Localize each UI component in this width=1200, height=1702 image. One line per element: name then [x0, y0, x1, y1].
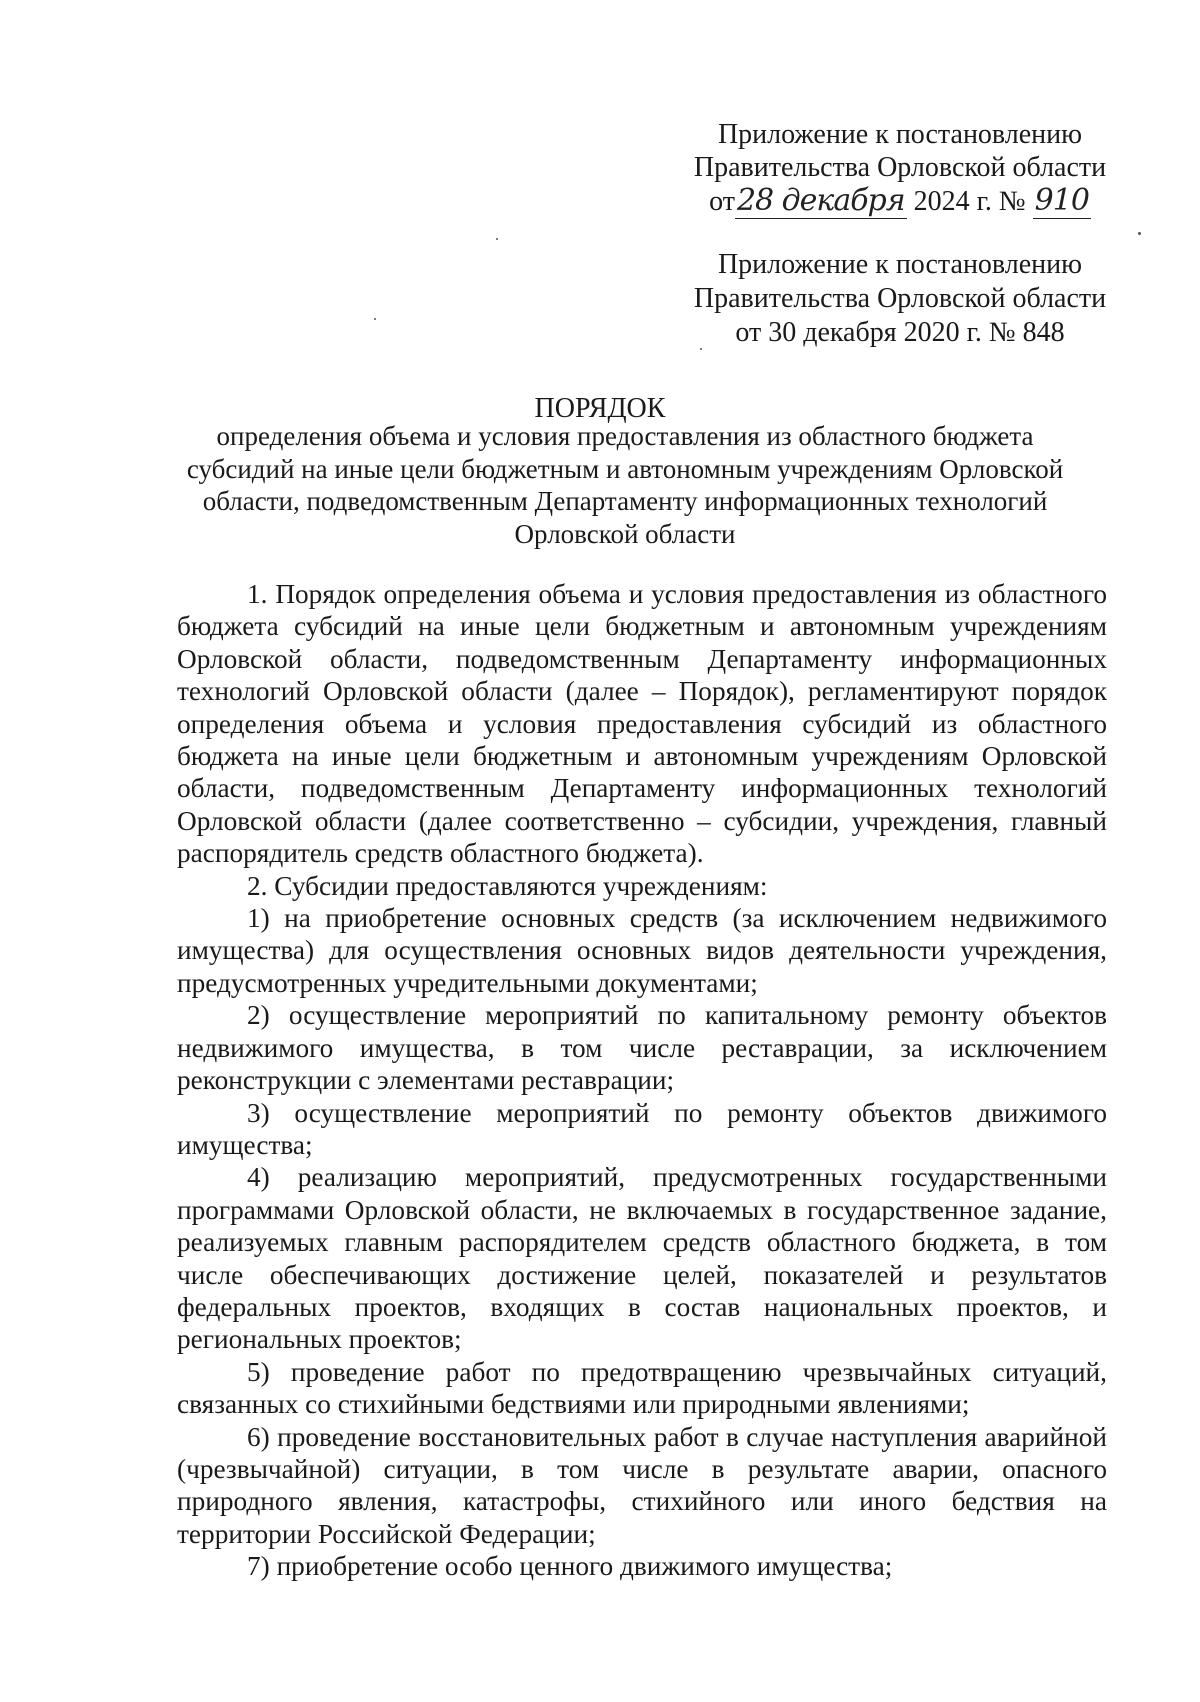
- scan-speck: [496, 238, 498, 240]
- scan-speck: [1138, 232, 1141, 235]
- list-item-7: 7) приобретение особо ценного движимого имущества;: [247, 1551, 893, 1582]
- list-item-6: 6) проведение восстановительных работ в случае наступления аварийной (чрезвычайной) ситуации, в том числе в результате аварии, опасного природного явления, катастрофы, стихийного или иного бедствия на территории Российской Федерации;: [177, 1421, 1107, 1549]
- year-text: 2024 г. №: [913, 186, 1026, 217]
- document-title: ПОРЯДОК: [534, 393, 666, 424]
- list-item-3: 3) осуществление мероприятий по ремонту объектов движимого имущества;: [177, 1097, 1107, 1160]
- appendix-current-line1: Приложение к постановлению: [717, 119, 1083, 150]
- appendix-original-line2: Правительства Орловской области: [693, 283, 1107, 314]
- appendix-original-line1: Приложение к постановлению: [717, 249, 1083, 280]
- list-item-5: 5) проведение работ по предотвращению чрезвычайных ситуаций, связанных со стихийными бедствиями или природными явлениями;: [177, 1356, 1107, 1420]
- handwritten-date: 28 декабря: [736, 183, 905, 218]
- list-item-2: 2) осуществление мероприятий по капитальному ремонту объектов недвижимого имущества, в том числе реставрации, за исключением реконструкции с элементами реставрации;: [177, 1000, 1107, 1096]
- scan-speck: [374, 318, 376, 320]
- paragraph-2: 2. Субсидии предоставляются учреждениям:: [247, 870, 768, 901]
- appendix-current-header: [690, 118, 1110, 218]
- handwritten-number: 910: [1034, 183, 1089, 218]
- list-item-4: 4) реализацию мероприятий, предусмотренных государственными программами Орловской области, не включаемых в государственное задание, реализуемых главным распорядителем средств областного бюджета, в том числе обеспечивающих достижение целей, показателей и результатов федеральных проектов, входящих в состав национальных проектов, и региональных проектов;: [177, 1162, 1107, 1355]
- appendix-original-header: [690, 248, 1110, 350]
- appendix-current-line2: Правительства Орловской области: [693, 152, 1107, 183]
- appendix-current-date-line: [690, 184, 1110, 218]
- list-item-1: 1) на приобретение основных средств (за исключением недвижимого имущества) для осуществления основных видов деятельности учреждения, предусмотренных учредительными документами;: [177, 903, 1107, 998]
- scan-speck: [700, 348, 702, 350]
- document-body: [177, 578, 1107, 1583]
- appendix-original-line3: от 30 декабря 2020 г. № 848: [735, 317, 1065, 348]
- date-prefix: от: [709, 186, 735, 217]
- document-subtitle: определения объема и условия предоставления из областного бюджета субсидий на иные цели бюджетным и автономным учреждениям Орловской области, подведомственным Департаменту информационных технологий Орловской области: [186, 421, 1064, 549]
- paragraph-1: 1. Порядок определения объема и условия предоставления из областного бюджета субсидий на иные цели бюджетным и автономным учреждениям Орловской области, подведомственным Департаменту информационных технологий Орловской области (далее – Порядок), регламентируют порядок определения объема и условия предоставления субсидий из областного бюджета на иные цели бюджетным и автономным учреждениям Орловской области, подведомственным Департаменту информационных технологий Орловской области (далее соответственно – субсидии, учреждения, главный распорядитель средств областного бюджета).: [177, 579, 1107, 869]
